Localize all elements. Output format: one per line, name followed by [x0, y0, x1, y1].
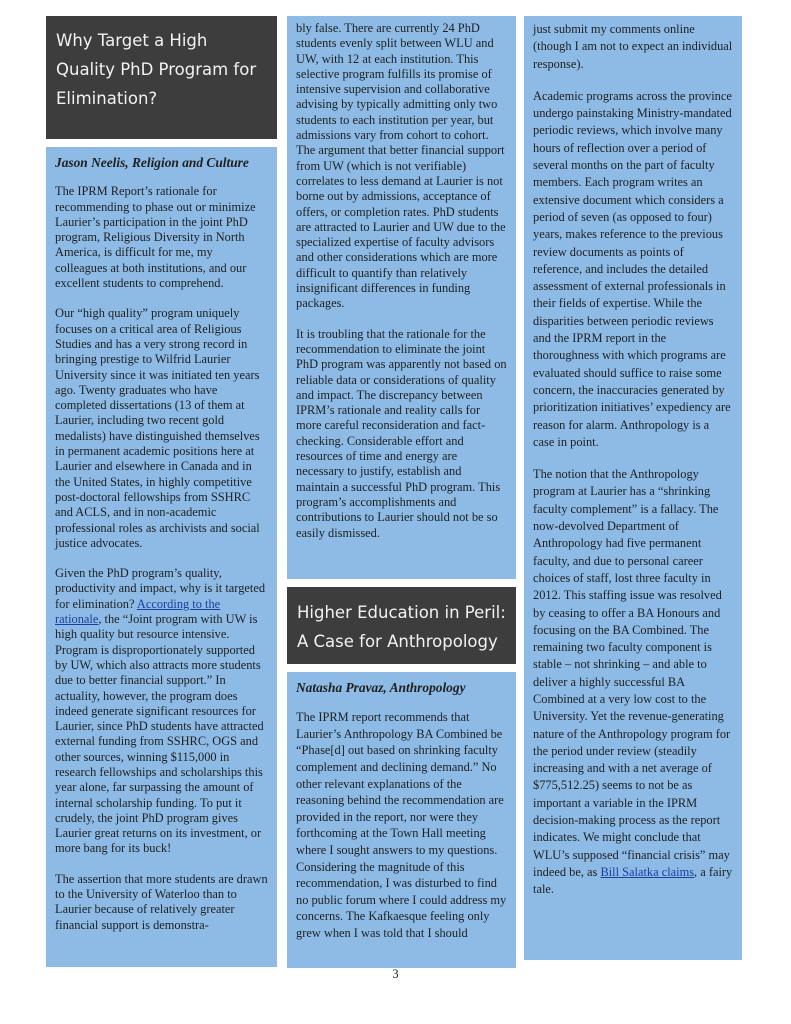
- article-2-paragraph: Academic programs across the province undergo painstaking Ministry-mandated periodic reviews, which involve many hours of reflection over a period of several months on the part of faculty members. Each program writes an extensive document which considers a period of seven (as opposed to four) years, makes reference to the previous review documents as points of reference, and includes the detailed assessment of external professionals in their fields of expertise. While the disparities between periodic reviews and the IPRM report in the thoroughness with which programs are evaluated should suffice to raise some concern, the inaccuracies generated by prioritization initiatives’ expediency are reason for alarm. Anthropology is a case in point.: [533, 88, 732, 449]
- article-2-paragraph: The IPRM report recommends that Laurier’s Anthropology BA Combined be “Phase[d] out based on shrinking faculty complement and declining demand.” No other relevant explanations of the reasoning behind the recommendation are provided in the report, nor were they forthcoming at the Town Hall meeting where I sought answers to my questions. Considering the magnitude of this recommendation, I was disturbed to find no public forum where I could address my concerns. The Kafkaesque feeling only grew when I was told that I should: [296, 710, 507, 941]
- article-2-continued-box: [524, 16, 742, 960]
- article-1-paragraph: The IPRM Report’s rationale for recommending to phase out or minimize Laurier’s participation in the joint PhD program, Religious Diversity in North America, is difficult for me, my colleagues at both institutions, and our excellent students to comprehend.: [55, 184, 256, 291]
- article-2-byline: Natasha Pravaz, Anthropology: [296, 680, 466, 695]
- article-2-title-box: [287, 587, 516, 664]
- article-1-body-box: [46, 147, 277, 967]
- article-1-title-box: [46, 16, 277, 139]
- column-2: [287, 16, 516, 968]
- paragraph-text: , a fairy tale.: [533, 864, 733, 897]
- bill-salatka-claims-link[interactable]: Bill Salatka claims: [600, 864, 695, 879]
- article-2-body-box: [287, 672, 516, 968]
- article-1-paragraph: The assertion that more students are drawn to the University of Waterloo than to Laurier because of relatively greater financial support is demonstra-: [55, 871, 268, 932]
- article-2-title: Higher Education in Peril: A Case for Anthropology: [297, 603, 506, 651]
- paragraph-text: The notion that the Anthropology program at Laurier has a “shrinking faculty complement” is a fallacy. The now-devolved Department of Anthropology had five permanent faculty, and due to personal career choices of staff, lost three faculty in 2012. This staffing issue was resolved by ceasing to offer a BA Honours and focusing on the BA Combined. The remaining two faculty component is stable – not shrinking – and able to deliver a highly successful BA Combined at a very low cost to the University. Yet the revenue-generating nature of the Anthropology program for the period under review (steadily increasing and with a net average of $775,512.25) seems to not be as important a variable in the IPRM decision-making process as the report indicates. We might conclude that WLU’s supposed “financial crisis” may indeed be, as: [533, 467, 731, 879]
- article-1-title: Why Target a High Quality PhD Program for Elimination?: [56, 31, 257, 108]
- article-1-continued-box: [287, 16, 516, 579]
- according-to-the-rationale-link[interactable]: According to the rationale: [55, 596, 221, 627]
- page-number: 3: [392, 967, 399, 981]
- column-1: [46, 16, 277, 967]
- paragraph-text: Given the PhD program’s quality, productivity and impact, why is it targeted for elimination?: [55, 566, 266, 611]
- article-1-byline: Jason Neelis, Religion and Culture: [55, 155, 249, 170]
- column-3: [524, 16, 742, 960]
- article-1-paragraph: Our “high quality” program uniquely focuses on a critical area of Religious Studies and has a very strong record in bringing prestige to Wilfrid Laurier University since it was initiated ten years ago. Twenty graduates who have completed dissertations (13 of them at Laurier, including two recent gold medalists) have distinguished themselves in permanent academic positions here at Laurier and elsewhere in Canada and in the United States, in highly competitive post-doctoral fellowships from SSHRC and ACLS, and in non-academic professional roles as archivists and social justice advocates.: [55, 306, 260, 550]
- article-1-paragraph: [55, 566, 268, 857]
- paragraph-text: , the “Joint program with UW is high quality but resource intensive. Program is disproportionately supported by UW, which also attracts more students due to better financial support.” In actuality, however, the program does indeed generate significant resources for Laurier, since PhD students have attracted external funding from SSHRC, OGS and other sources, winning $115,000 in research fellowships and scholarships this year alone, far surpassing the amount of internal scholarship funding. To put it crudely, the joint PhD program gives Laurier great returns on its investment, or more bang for its buck!: [55, 612, 264, 856]
- article-1-paragraph: It is troubling that the rationale for the recommendation to eliminate the joint PhD program was apparently not based on reliable data or considerations of quality and impact. The discrepancy between IPRM’s rationale and reality calls for more careful reconsideration and fact-checking. Considerable effort and resources of time and energy are necessary to justify, establish and maintain a successful PhD program. This program’s accomplishments and contributions to Laurier should not be so easily dismissed.: [296, 326, 507, 540]
- article-1-paragraph: bly false. There are currently 24 PhD students evenly split between WLU and UW, with 12 at each institution. This selective program fulfills its promise of intensive supervision and collaborative advising by typically admitting only two students to each institution per year, but admissions vary from cohort to cohort. The argument that better financial support from UW (which is not verifiable) correlates to less demand at Laurier is not borne out by admissions, acceptance of offers, or completion rates. PhD students are attracted to Laurier and UW due to the specialized expertise of faculty advisors and other considerations which are more difficult to quantify than relatively insignificant differences in funding packages.: [296, 21, 506, 311]
- article-2-paragraph: [533, 466, 733, 898]
- article-2-paragraph: just submit my comments online (though I am not to expect an individual response).: [533, 22, 733, 71]
